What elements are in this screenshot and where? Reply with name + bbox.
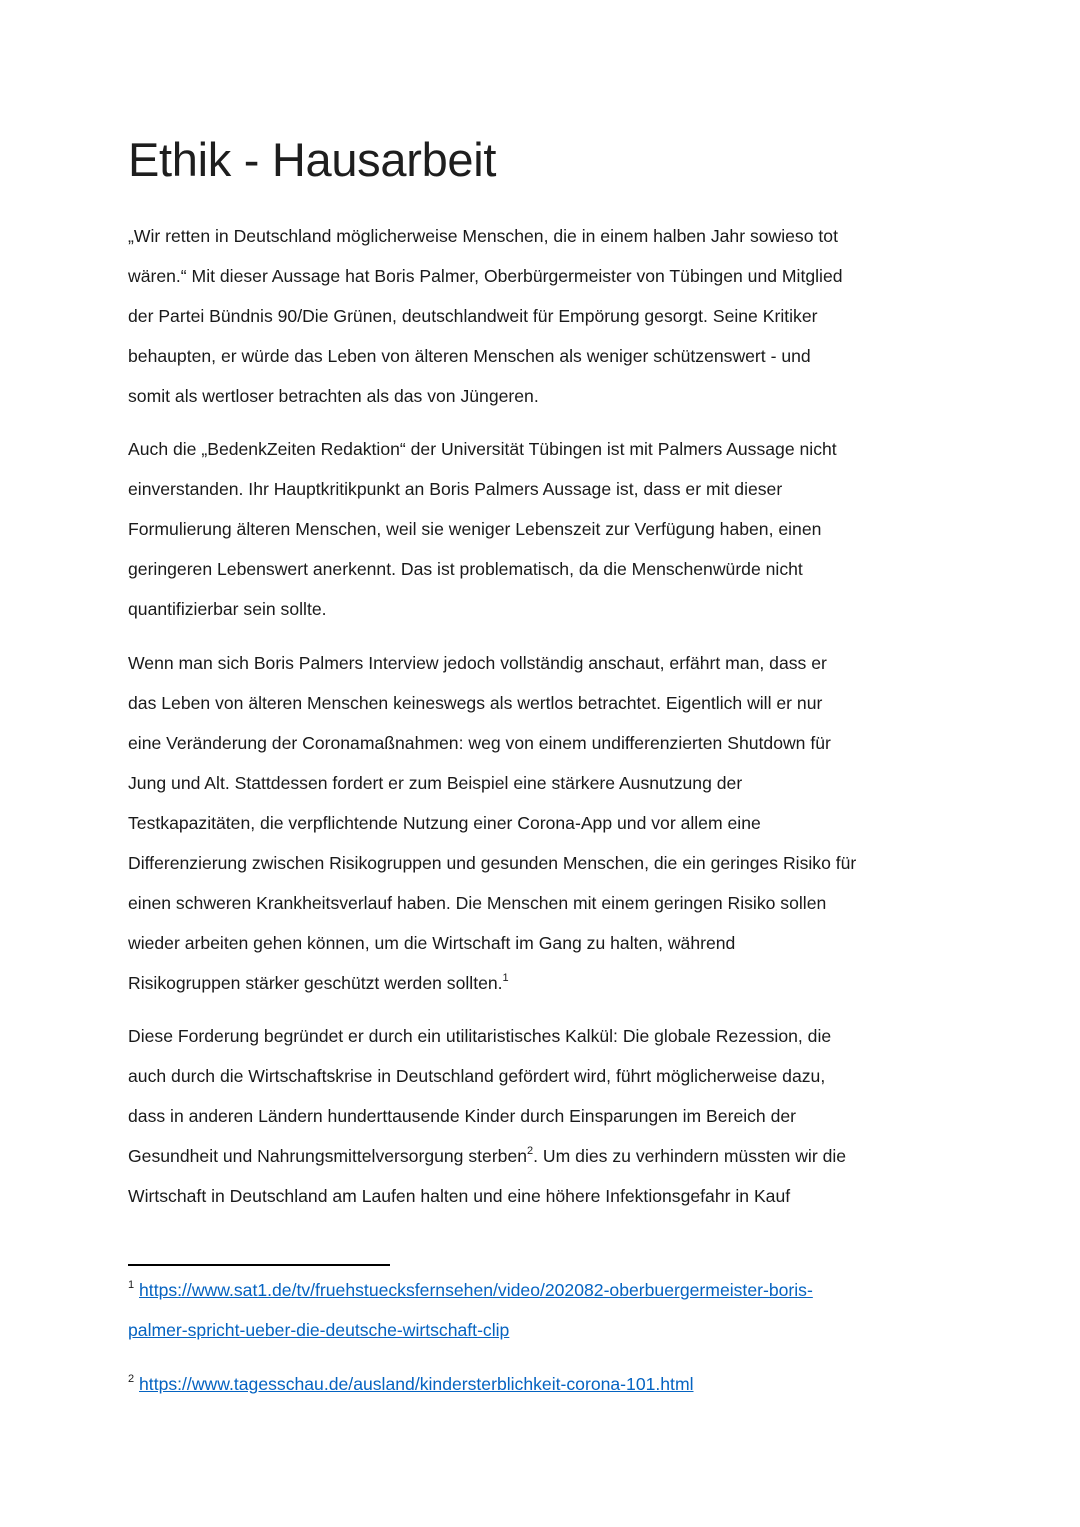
paragraph	[128, 216, 968, 416]
line-text: Diese Forderung begründet er durch ein utilitaristisches Kalkül: Die globale Rezession, die	[128, 1026, 832, 1046]
line-text: Formulierung älteren Menschen, weil sie weniger Lebenszeit zur Verfügung haben, einen	[128, 519, 822, 539]
text-line	[128, 296, 968, 336]
text-line	[128, 643, 968, 683]
paragraph	[128, 429, 968, 629]
line-text: „Wir retten in Deutschland möglicherweise Menschen, die in einem halben Jahr sowieso tot	[128, 226, 838, 246]
line-text: wieder arbeiten gehen können, um die Wirtschaft im Gang zu halten, während	[128, 933, 736, 953]
line-text: Differenzierung zwischen Risikogruppen und gesunden Menschen, die ein geringes Risiko für	[128, 853, 857, 873]
footnote-link[interactable]: palmer-spricht-ueber-die-deutsche-wirtschaft-clip	[128, 1320, 510, 1340]
footnote-line	[128, 1270, 813, 1310]
footnote-line	[128, 1310, 509, 1350]
line-text: behaupten, er würde das Leben von älteren Menschen als weniger schützenswert - und	[128, 346, 811, 366]
text-line	[128, 1176, 968, 1216]
footnote-number: 1	[128, 1279, 135, 1291]
text-line	[128, 336, 968, 376]
line-text: Jung und Alt. Stattdessen fordert er zum Beispiel eine stärkere Ausnutzung der	[128, 773, 743, 793]
footnote-reference[interactable]: 1	[502, 972, 509, 984]
footnote-number: 2	[128, 1373, 135, 1385]
footnote-link[interactable]: https://www.tagesschau.de/ausland/kindersterblichkeit-corona-101.html	[139, 1374, 694, 1394]
text-line	[128, 376, 968, 416]
text-line	[128, 589, 968, 629]
text-line	[128, 216, 968, 256]
text-line	[128, 963, 968, 1003]
line-text: Risikogruppen stärker geschützt werden sollten.	[128, 973, 503, 993]
line-text: der Partei Bündnis 90/Die Grünen, deutschlandweit für Empörung gesorgt. Seine Kritiker	[128, 306, 818, 326]
line-text: einen schweren Krankheitsverlauf haben. Die Menschen mit einem geringen Risiko sollen	[128, 893, 827, 913]
footnote-separator	[128, 1264, 390, 1266]
document-title: Ethik - Hausarbeit	[128, 133, 497, 186]
text-line	[128, 509, 968, 549]
text-line	[128, 723, 968, 763]
text-line	[128, 763, 968, 803]
text-line	[128, 1016, 968, 1056]
line-text: somit als wertloser betrachten als das von Jüngeren.	[128, 386, 539, 406]
line-text: Testkapazitäten, die verpflichtende Nutzung einer Corona-App und vor allem eine	[128, 813, 761, 833]
line-text: eine Veränderung der Coronamaßnahmen: weg von einem undifferenzierten Shutdown für	[128, 733, 831, 753]
line-text: Wenn man sich Boris Palmers Interview jedoch vollständig anschaut, erfährt man, dass er	[128, 653, 827, 673]
text-line	[128, 803, 968, 843]
text-line	[128, 1136, 968, 1176]
text-line	[128, 429, 968, 469]
footnote-line	[128, 1364, 694, 1404]
paragraph	[128, 1016, 968, 1216]
text-line	[128, 256, 968, 296]
line-text: das Leben von älteren Menschen keineswegs als wertlos betrachtet. Eigentlich will er nur	[128, 693, 823, 713]
paragraph	[128, 643, 968, 1003]
text-line	[128, 683, 968, 723]
text-line	[128, 1056, 968, 1096]
line-text: Auch die „BedenkZeiten Redaktion“ der Universität Tübingen ist mit Palmers Aussage nicht	[128, 439, 837, 459]
text-line	[128, 1096, 968, 1136]
line-text: dass in anderen Ländern hunderttausende Kinder durch Einsparungen im Bereich der	[128, 1106, 797, 1126]
text-line	[128, 549, 968, 589]
line-text: einverstanden. Ihr Hauptkritikpunkt an Boris Palmers Aussage ist, dass er mit dieser	[128, 479, 783, 499]
footnote-reference[interactable]: 2	[527, 1145, 534, 1157]
footnote-link[interactable]: https://www.sat1.de/tv/fruehstuecksfernsehen/video/202082-oberbuergermeister-boris-	[139, 1280, 813, 1300]
line-text: wären.“ Mit dieser Aussage hat Boris Palmer, Oberbürgermeister von Tübingen und Mitglied	[128, 266, 843, 286]
text-line	[128, 469, 968, 509]
text-line	[128, 923, 968, 963]
line-text: auch durch die Wirtschaftskrise in Deutschland gefördert wird, führt möglicherweise dazu,	[128, 1066, 826, 1086]
line-text: quantifizierbar sein sollte.	[128, 599, 327, 619]
line-text: Gesundheit und Nahrungsmittelversorgung sterben	[128, 1146, 528, 1166]
line-text: . Um dies zu verhindern müssten wir die	[533, 1146, 847, 1166]
line-text: geringeren Lebenswert anerkennt. Das ist problematisch, da die Menschenwürde nicht	[128, 559, 803, 579]
text-line	[128, 883, 968, 923]
line-text: Wirtschaft in Deutschland am Laufen halten und eine höhere Infektionsgefahr in Kauf	[128, 1186, 791, 1206]
text-line	[128, 843, 968, 883]
